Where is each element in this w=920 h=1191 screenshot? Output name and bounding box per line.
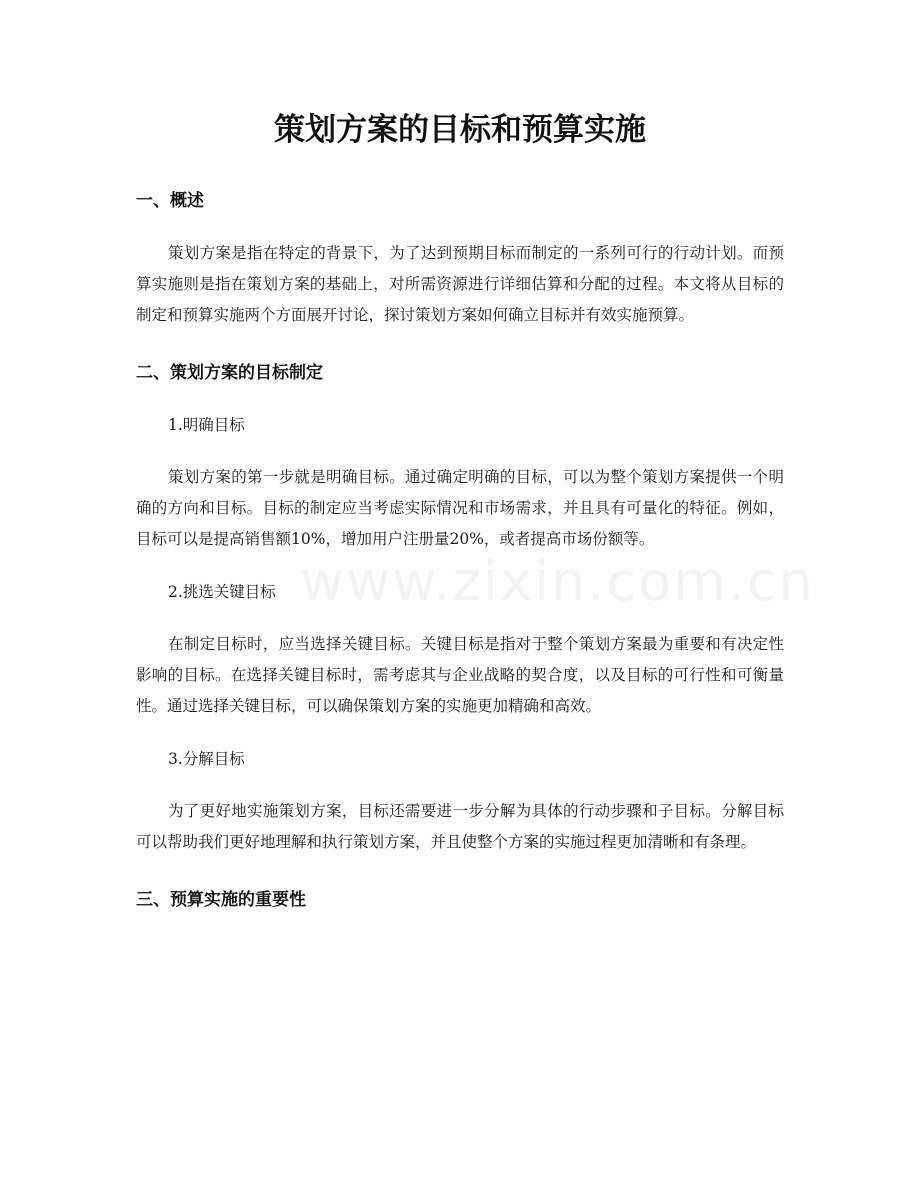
- subsection-title-key-goals: 2.挑选关键目标: [168, 583, 276, 601]
- subsection-title-clear-goals: 1.明确目标: [168, 416, 245, 434]
- overview-paragraph: 策划方案是指在特定的背景下，为了达到预期目标而制定的一系列可行的行动计划。而预算实施则是指在策划方案的基础上，对所需资源进行详细估算和分配的过程。本文将从目标的制定和预算实施两个方面展开讨论，探讨策划方案如何确立目标并有效实施预算。: [136, 244, 784, 324]
- watermark: www.zixin.com.cn: [300, 550, 815, 613]
- section-heading-goal-setting: 二、策划方案的目标制定: [136, 363, 323, 383]
- section-heading-overview: 一、概述: [136, 191, 204, 211]
- decompose-goals-paragraph: 为了更好地实施策划方案，目标还需要进一步分解为具体的行动步骤和子目标。分解目标可以帮助我们更好地理解和执行策划方案，并且使整个方案的实施过程更加清晰和有条理。: [136, 802, 784, 851]
- section-heading-budget-importance: 三、预算实施的重要性: [136, 890, 306, 910]
- clear-goals-paragraph: 策划方案的第一步就是明确目标。通过确定明确的目标，可以为整个策划方案提供一个明确的方向和目标。目标的制定应当考虑实际情况和市场需求，并且具有可量化的特征。例如，目标可以是提高销售额10%，增加用户注册量20%，或者提高市场份额等。: [136, 468, 784, 548]
- subsection-title-decompose-goals: 3.分解目标: [168, 750, 245, 768]
- page-title: 策划方案的目标和预算实施: [274, 112, 646, 148]
- document-body: [136, 186, 784, 915]
- key-goals-paragraph: 在制定目标时，应当选择关键目标。关键目标是指对于整个策划方案最为重要和有决定性影响的目标。在选择关键目标时，需考虑其与企业战略的契合度，以及目标的可行性和可衡量性。通过选择关键目标，可以确保策划方案的实施更加精确和高效。: [136, 635, 784, 715]
